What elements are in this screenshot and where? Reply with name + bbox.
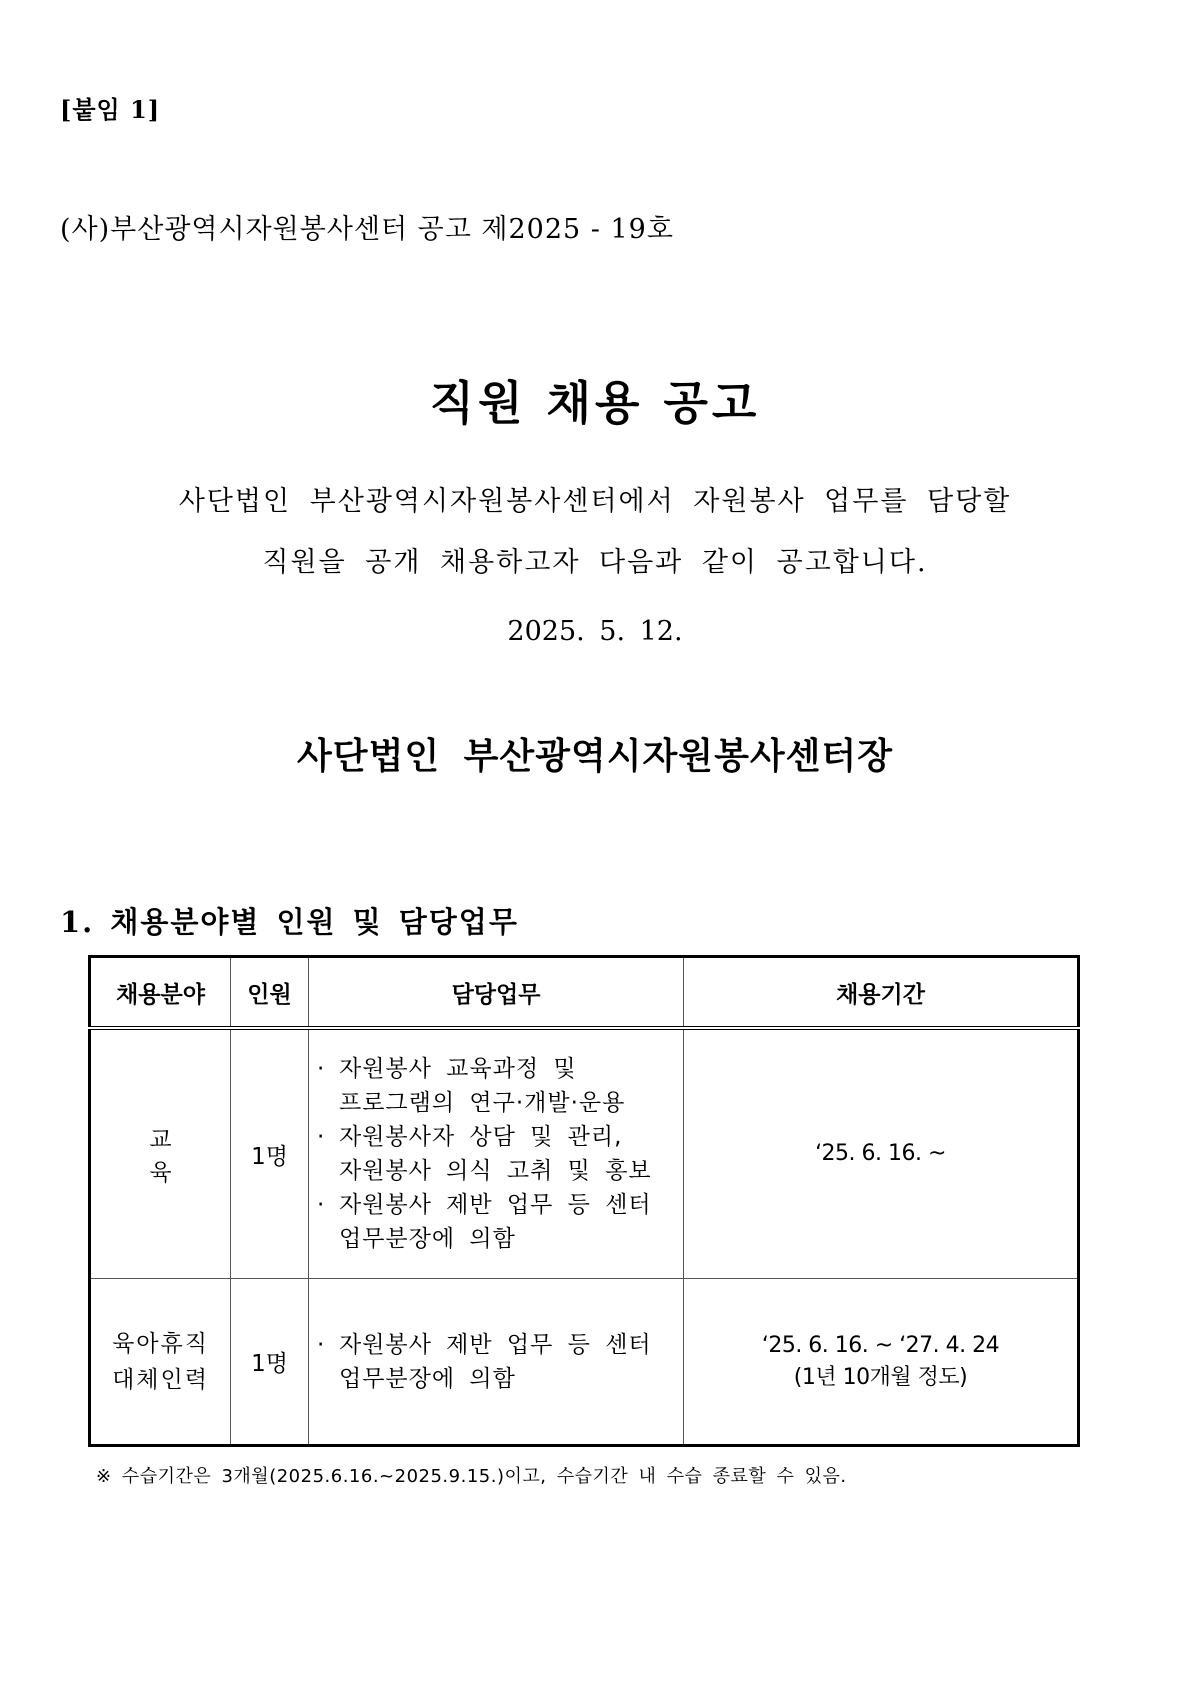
duties-cell	[309, 1028, 684, 1279]
table-header-row	[90, 957, 1079, 1029]
duty-text: 업무분장에 의함	[339, 1226, 516, 1252]
field-text: 육아휴직	[112, 1330, 209, 1357]
duty-item	[317, 1188, 683, 1256]
field-cell	[90, 1028, 231, 1279]
bullet: ·	[317, 1331, 326, 1358]
page-title: 직원 채용 공고	[429, 376, 761, 430]
field-text: 육	[149, 1160, 172, 1186]
header-headcount: 인원	[231, 957, 309, 1029]
duty-text: 자원봉사 제반 업무 등 센터	[339, 1331, 652, 1358]
table-row	[90, 1279, 1079, 1446]
duty-item	[317, 1328, 683, 1396]
bullet: ·	[317, 1192, 326, 1218]
period-text: ‘25. 6. 16. ~ ‘27. 4. 24	[761, 1332, 1000, 1358]
duty-text: 자원봉사 제반 업무 등 센터	[339, 1192, 652, 1218]
footnote: ※ 수습기간은 3개월(2025.6.16.~2025.9.15.)이고, 수습기간 내 수습 종료할 수 있음.	[96, 1466, 847, 1487]
table-row	[90, 1028, 1079, 1279]
duty-text: 자원봉사 의식 고취 및 홍보	[339, 1158, 652, 1184]
duty-item	[317, 1052, 683, 1120]
header-field: 채용분야	[90, 957, 231, 1029]
bullet: ·	[317, 1124, 326, 1150]
duty-item	[317, 1120, 683, 1188]
headcount-cell: 1명	[231, 1279, 309, 1446]
notice-number: (사)부산광역시자원봉사센터 공고 제2025 - 19호	[60, 214, 674, 245]
bullet: ·	[317, 1056, 326, 1082]
duty-text: 프로그램의 연구·개발·운용	[339, 1090, 626, 1116]
field-text: 대체인력	[112, 1366, 209, 1393]
duties-cell	[309, 1279, 684, 1446]
period-text: (1년 10개월 정도)	[793, 1364, 968, 1390]
recruitment-table	[88, 955, 1080, 1447]
duty-text: 업무분장에 의함	[339, 1365, 516, 1392]
period-cell	[684, 1028, 1079, 1279]
notice-date: 2025. 5. 12.	[507, 616, 683, 647]
field-cell	[90, 1279, 231, 1446]
period-text: ‘25. 6. 16. ~	[815, 1141, 946, 1166]
duty-text: 자원봉사자 상담 및 관리,	[339, 1124, 623, 1150]
section-heading: 1. 채용분야별 인원 및 담당업무	[60, 905, 519, 939]
period-cell	[684, 1279, 1079, 1446]
attachment-label: [붙임 1]	[60, 95, 161, 124]
duty-text: 자원봉사 교육과정 및	[339, 1056, 577, 1082]
headcount-cell: 1명	[231, 1028, 309, 1279]
intro-line-1: 사단법인 부산광역시자원봉사센터에서 자원봉사 업무를 담당할	[178, 486, 1012, 517]
field-text: 교	[149, 1127, 172, 1153]
header-duties: 담당업무	[309, 957, 684, 1029]
header-period: 채용기간	[684, 957, 1079, 1029]
issuer-name: 사단법인 부산광역시자원봉사센터장	[297, 736, 893, 777]
intro-line-2: 직원을 공개 채용하고자 다음과 같이 공고합니다.	[262, 547, 928, 578]
